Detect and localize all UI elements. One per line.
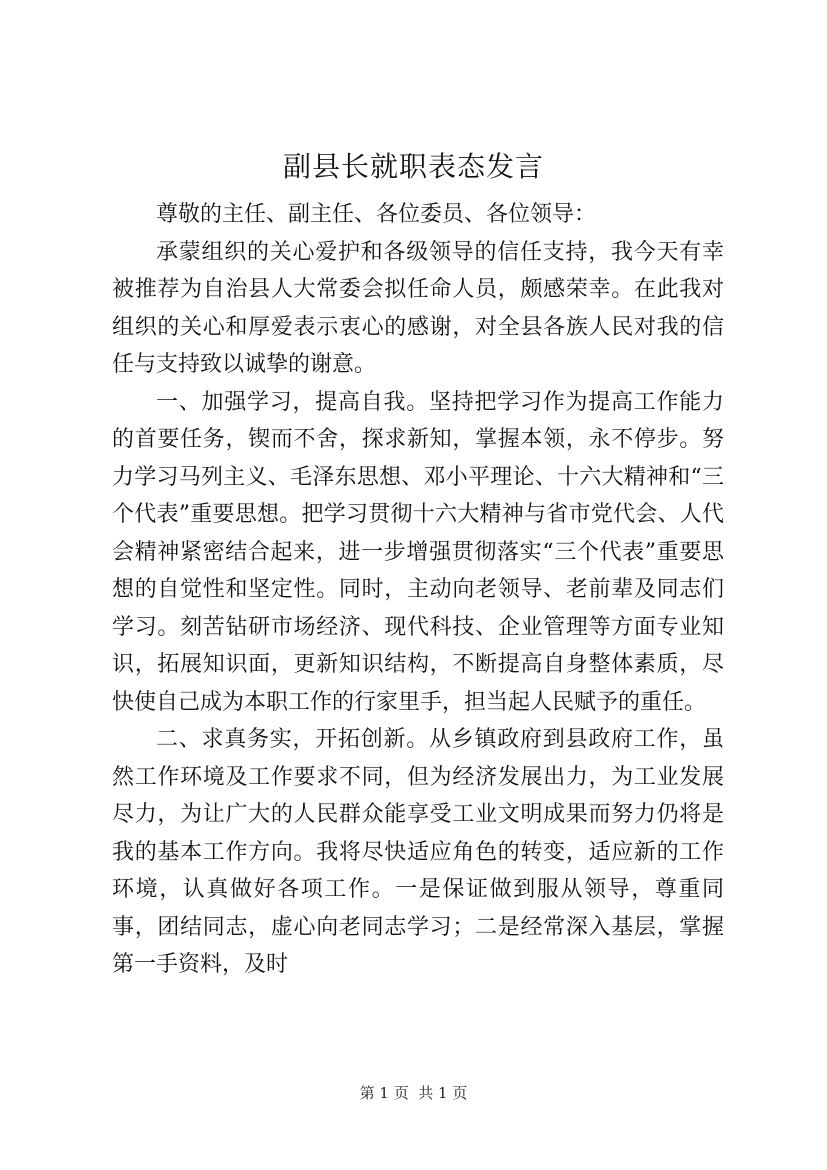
document-body xyxy=(112,196,724,984)
salutation-line: 尊敬的主任、副主任、各位委员、各位领导： xyxy=(156,202,597,227)
paragraph-section-two: 二、求真务实，开拓创新。从乡镇政府到县政府工作，虽然工作环境及工作要求不同，但为经济发展出力，为工业发展尽力，为让广大的人民群众能享受工业文明成果而努力仍将是我的基本工作方向。我将尽快适应角色的转变，适应新的工作环境，认真做好各项工作。一是保证做到服从领导，尊重同事，团结同志，虚心向老同志学习；二是经常深入基层，掌握第一手资料，及时 xyxy=(112,727,724,977)
paragraph-section-one: 一、加强学习，提高自我。坚持把学习作为提高工作能力的首要任务，锲而不舍，探求新知，掌握本领，永不停步。努力学习马列主义、毛泽东思想、邓小平理论、十六大精神和“三个代表”重要思想。把学习贯彻十六大精神与省市党代会、人代会精神紧密结合起来，进一步增强贯彻落实“三个代表”重要思想的自觉性和坚定性。同时，主动向老领导、老前辈及同志们学习。刻苦钻研市场经济、现代科技、企业管理等方面专业知识，拓展知识面，更新知识结构，不断提高自身整体素质，尽快使自己成为本职工作的行家里手，担当起人民赋予的重任。 xyxy=(112,389,724,715)
page-number-footer: 第 1 页 共 1 页 xyxy=(359,1084,468,1102)
document-title: 副县长就职表态发言 xyxy=(282,150,544,183)
paragraph-intro: 承蒙组织的关心爱护和各级领导的信任支持，我今天有幸被推荐为自治县人大常委会拟任命人员，颇感荣幸。在此我对组织的关心和厚爱表示衷心的感谢，对全县各族人民对我的信任与支持致以诚挚的谢意。 xyxy=(112,239,724,377)
